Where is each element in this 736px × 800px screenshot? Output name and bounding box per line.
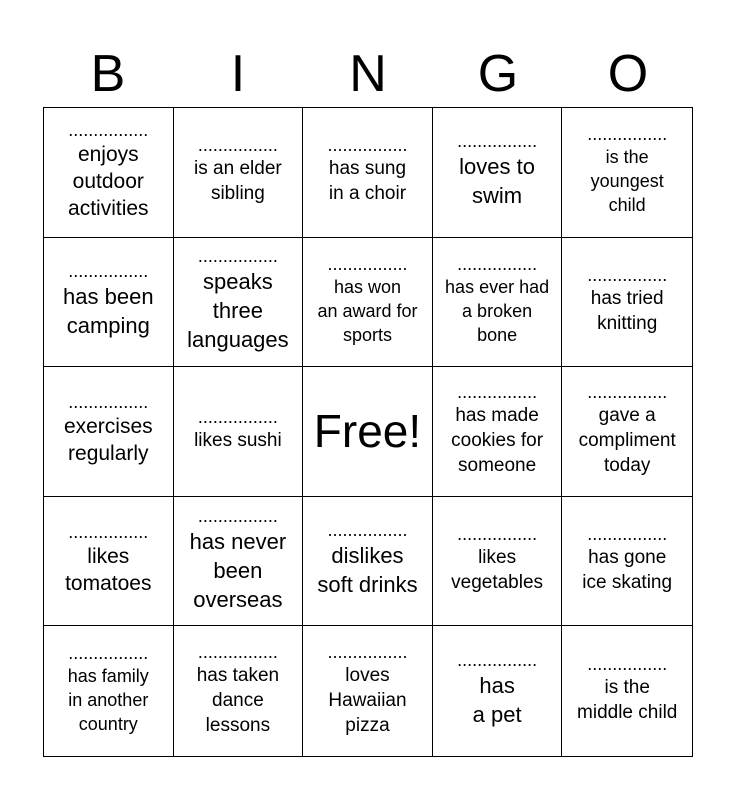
name-blank-line: ................ [68,395,149,412]
name-blank-line: ................ [457,653,538,670]
bingo-cell-text: has ever had a broken bone [445,276,550,345]
bingo-cell[interactable] [433,238,563,368]
name-blank-line: ................ [587,527,668,544]
bingo-cell-text: has taken dance lessons [196,664,280,736]
bingo-cell-text: has been camping [63,283,154,338]
name-blank-line: ................ [587,657,668,674]
name-blank-line: ................ [68,122,149,139]
name-blank-line: ................ [68,263,149,280]
bingo-cell-text: likes vegetables [451,547,544,594]
name-blank-line: ................ [197,249,278,266]
bingo-cell[interactable] [433,108,563,238]
name-blank-line: ................ [197,644,278,661]
bingo-cell-text: speaks three languages [187,269,289,353]
bingo-cell-text: likes sushi [194,429,282,451]
name-blank-line: ................ [68,646,149,663]
bingo-cell-text: has made cookies for someone [451,404,544,476]
bingo-cell-text: enjoys outdoor activities [68,142,149,220]
bingo-cell-text: gave a compliment today [578,404,676,476]
bingo-cell[interactable] [562,497,692,627]
bingo-cell-text: has gone ice skating [582,547,673,594]
name-blank-line: ................ [327,138,408,155]
bingo-cell[interactable] [174,367,304,497]
bingo-card-grid [43,107,693,757]
bingo-cell-text: has never been overseas [189,528,287,612]
bingo-cell[interactable] [44,367,174,497]
bingo-cell[interactable] [174,238,304,368]
free-space-label: Free! [313,405,422,458]
bingo-cell-text: likes tomatoes [65,545,152,596]
bingo-cell[interactable] [433,626,563,756]
name-blank-line: ................ [68,525,149,542]
free-space-cell[interactable] [303,367,433,497]
header-letter-i: I [230,45,246,103]
bingo-cell[interactable] [303,626,433,756]
bingo-cell[interactable] [303,497,433,627]
bingo-cell[interactable] [44,626,174,756]
name-blank-line: ................ [457,134,538,151]
bingo-cell[interactable] [44,238,174,368]
bingo-cell[interactable] [303,238,433,368]
bingo-cell-text: has sung in a choir [328,158,407,205]
name-blank-line: ................ [327,256,408,273]
bingo-cell[interactable] [44,497,174,627]
bingo-cell[interactable] [174,108,304,238]
bingo-cell[interactable] [433,497,563,627]
header-letter-b: B [90,45,126,103]
bingo-cell[interactable] [174,626,304,756]
bingo-cell[interactable] [44,108,174,238]
bingo-cell-text: loves to swim [459,154,535,209]
bingo-cell-text: has tried knitting [590,287,664,334]
name-blank-line: ................ [327,523,408,540]
name-blank-line: ................ [197,409,278,426]
header-letter-n: N [349,45,387,103]
name-blank-line: ................ [457,384,538,401]
bingo-cell-text: loves Hawaiian pizza [328,664,407,736]
bingo-header [43,40,693,108]
name-blank-line: ................ [457,256,538,273]
bingo-cell-text: has a pet [472,673,522,728]
bingo-cell-text: has won an award for sports [317,276,418,345]
bingo-cell[interactable] [562,626,692,756]
bingo-cell[interactable] [303,108,433,238]
bingo-cell-text: dislikes soft drinks [317,543,418,598]
bingo-cell[interactable] [562,238,692,368]
bingo-cell[interactable] [562,367,692,497]
name-blank-line: ................ [197,138,278,155]
name-blank-line: ................ [457,527,538,544]
header-letter-o: O [607,45,649,103]
bingo-cell[interactable] [562,108,692,238]
bingo-cell-text: is an elder sibling [194,158,282,205]
header-letter-g: G [477,45,519,103]
name-blank-line: ................ [587,267,668,284]
name-blank-line: ................ [197,508,278,525]
name-blank-line: ................ [587,384,668,401]
name-blank-line: ................ [587,127,668,144]
bingo-cell-text: is the youngest child [590,147,664,216]
name-blank-line: ................ [327,644,408,661]
bingo-cell[interactable] [174,497,304,627]
bingo-cell[interactable] [433,367,563,497]
bingo-cell-text: is the middle child [577,677,678,724]
bingo-cell-text: exercises regularly [63,415,153,466]
bingo-cell-text: has family in another country [67,666,149,735]
